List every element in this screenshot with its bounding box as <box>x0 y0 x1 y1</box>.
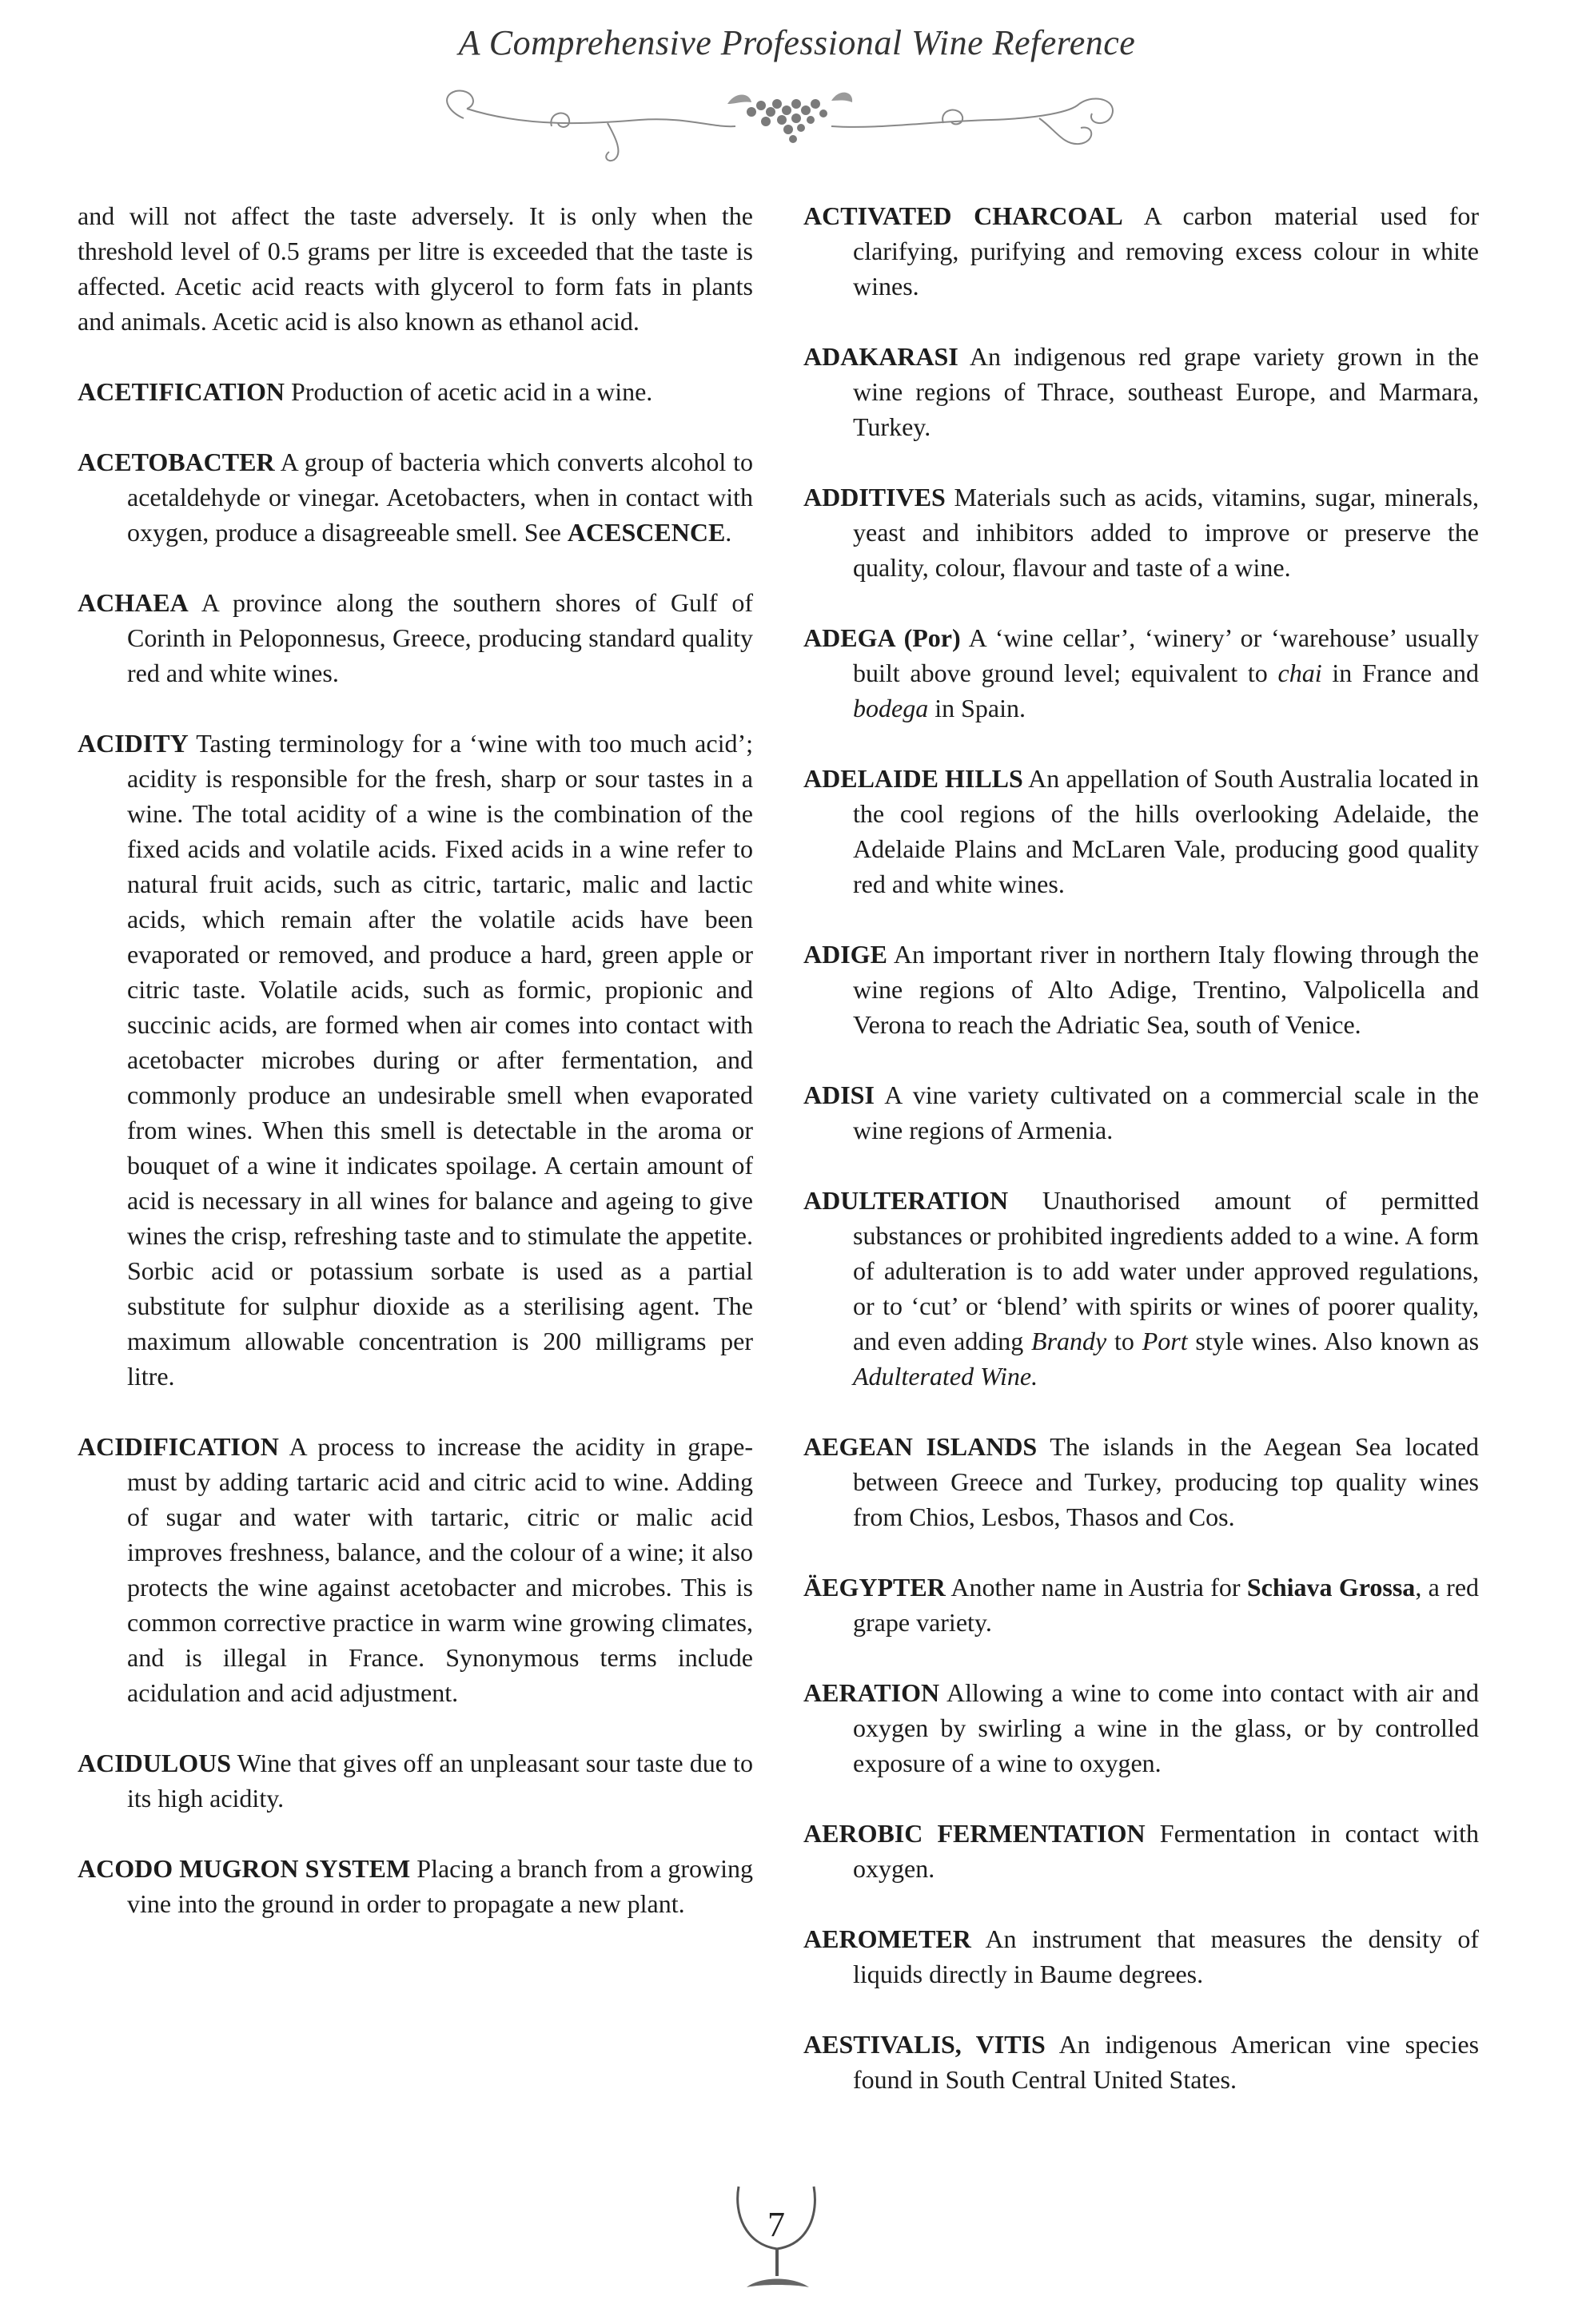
left-column <box>78 198 753 1956</box>
entry-term: ACETOBACTER <box>78 448 275 476</box>
entry-definition: in France and <box>1332 659 1480 687</box>
italic-term: chai <box>1277 659 1322 687</box>
entry-term: AEROMETER <box>803 1924 971 1953</box>
continuation-paragraph: and will not affect the taste adversely. It is only when the threshold level of 0.5 grams per litre is exceeded that the taste is affected. Acetic acid reacts with glycerol to form fats in plants and animals. Acetic acid is also known as ethanol acid. <box>78 201 753 336</box>
entry-definition: A process to increase the acidity in grape-must by adding tartaric acid and citric acid to wine. Adding of sugar and water with tartaric, citric or malic acid improves freshness, balance, and the colour of a wine; it also protects the wine against acetobacter and microbes. This is common corrective practice in warm wine growing climates, and is illegal in France. Synonymous terms include acidulation and acid adjustment. <box>127 1432 754 1707</box>
entry-definition: An indigenous American vine species found in South Central United States. <box>853 2030 1480 2094</box>
entry-adega <box>803 620 1479 726</box>
entry-term: ACHAEA <box>78 588 189 617</box>
entry-definition: Materials such as acids, vitamins, sugar, minerals, yeast and inhibitors added to improve or preserve the quality, colour, flavour and taste of a wine. <box>853 483 1480 582</box>
entry-definition: Allowing a wine to come into contact with air and oxygen by swirling a wine in the glass, or by controlled exposure of a wine to oxygen. <box>853 1678 1480 1777</box>
entry-term: ADIGE <box>803 940 887 969</box>
cross-reference: ACESCENCE <box>567 518 726 547</box>
entry-definition: An appellation of South Australia located in the cool regions of the hills overlooking Adelaide, the Adelaide Plains and McLaren Vale, producing good quality red and white wines. <box>853 764 1480 898</box>
italic-term: Adulterated Wine. <box>853 1362 1038 1391</box>
entry-term: ACODO MUGRON SYSTEM <box>78 1854 411 1883</box>
entry-definition: in Spain. <box>934 694 1026 722</box>
entry-definition: Fermentation in contact with oxygen. <box>853 1819 1480 1883</box>
entry-acidification <box>78 1429 753 1710</box>
entry-acidulous <box>78 1745 753 1816</box>
entry-aegypter <box>803 1570 1479 1640</box>
entry-definition: Production of acetic acid in a wine. <box>291 377 653 406</box>
entry-definition: An instrument that measures the density of liquids directly in Baume degrees. <box>853 1924 1480 1988</box>
entry-definition: Placing a branch from a growing vine into the ground in order to propagate a new plant. <box>127 1854 754 1918</box>
entry-aestivalis-vitis <box>803 2027 1479 2097</box>
entry-definition: to <box>1114 1327 1134 1355</box>
entry-definition: Wine that gives off an unpleasant sour taste due to its high acidity. <box>127 1749 754 1813</box>
italic-term: Port <box>1142 1327 1188 1355</box>
entry-definition: style wines. Also known as <box>1195 1327 1480 1355</box>
entry-aegean-islands <box>803 1429 1479 1534</box>
page-number: 7 <box>767 2205 785 2244</box>
entry-adisi <box>803 1077 1479 1148</box>
entry-definition: An important river in northern Italy flowing through the wine regions of Alto Adige, Trentino, Valpolicella and Verona to reach the Adriatic Sea, south of Venice. <box>853 940 1480 1039</box>
entry-definition: A carbon material used for clarifying, purifying and removing excess colour in white wines. <box>853 201 1480 300</box>
entry-term: AEROBIC FERMENTATION <box>803 1819 1146 1848</box>
entry-acetobacter <box>78 444 753 550</box>
entry-definition-end: . <box>725 518 732 547</box>
entry-term: AESTIVALIS, VITIS <box>803 2030 1046 2059</box>
entry-definition: Unauthorised amount of permitted substances or prohibited ingredients added to a wine. A form of adulteration is to add water under approved regulations, or to ‘cut’ or ‘blend’ with spirits or wines of poorer quality, and even adding <box>853 1186 1480 1355</box>
entry-adulteration <box>803 1183 1479 1394</box>
entry-definition: Tasting terminology for a ‘wine with too much acid’; acidity is responsible for the fresh, sharp or sour tastes in a wine. The total acidity of a wine is the combination of the fixed acids and volatile acids. Fixed acids in a wine refer to natural fruit acids, such as citric, tartaric, malic and lactic acids, which remain after the volatile acids have been evaporated or removed, and produce a hard, green apple or citric taste. Volatile acids, such as formic, propionic and succinic acids, are formed when air comes into contact with acetobacter microbes during or after fermentation, and commonly produce an undesirable smell when evaporated from wines. When this smell is detectable in the aroma or bouquet of a wine it indicates spoilage. A certain amount of acid is necessary in all wines for balance and ageing to give wines the crisp, refreshing taste and to stimulate the appetite. Sorbic acid or potassium sorbate is used as a partial substitute for sulphur dioxide as a sterilising agent. The maximum allowable concentration is 200 milligrams per litre. <box>127 729 754 1391</box>
entry-acidity <box>78 726 753 1394</box>
entry-term: ADAKARASI <box>803 342 958 371</box>
entry-term: ADEGA (Por) <box>803 623 961 652</box>
right-column <box>803 198 1479 2132</box>
italic-term: bodega <box>853 694 929 722</box>
entry-term: ACTIVATED CHARCOAL <box>803 201 1123 230</box>
entry-definition: A province along the southern shores of Gulf of Corinth in Peloponnesus, Greece, producing standard quality red and white wines. <box>127 588 754 687</box>
page-number-badge <box>729 2182 849 2302</box>
entry-activated-charcoal <box>803 198 1479 304</box>
entry-definition: A vine variety cultivated on a commercial scale in the wine regions of Armenia. <box>853 1080 1480 1144</box>
entry-term: ÄEGYPTER <box>803 1573 946 1602</box>
entry-adakarasi <box>803 339 1479 444</box>
italic-term: Brandy <box>1031 1327 1107 1355</box>
cross-reference: Schiava Grossa <box>1246 1573 1416 1602</box>
entry-term: ADULTERATION <box>803 1186 1009 1215</box>
entry-aerobic-fermentation <box>803 1816 1479 1886</box>
entry-definition: An indigenous red grape variety grown in the wine regions of Thrace, southeast Europe, and Marmara, Turkey. <box>853 342 1480 441</box>
entry-definition-end: , a red grape variety. <box>853 1573 1480 1637</box>
entry-acetification <box>78 374 753 409</box>
running-header: A Comprehensive Professional Wine Reference <box>458 23 1136 62</box>
entry-achaea <box>78 585 753 690</box>
entry-term: ADELAIDE HILLS <box>803 764 1023 793</box>
entry-term: ACIDULOUS <box>78 1749 232 1777</box>
entry-definition: A group of bacteria which converts alcohol to acetaldehyde or vinegar. Acetobacters, when in contact with oxygen, produce a disagreeable smell. See <box>127 448 754 547</box>
entry-definition: Another name in Austria for <box>950 1573 1241 1602</box>
entry-adelaide-hills <box>803 761 1479 901</box>
grapevine-ornament <box>432 80 1135 168</box>
entry-term: AEGEAN ISLANDS <box>803 1432 1038 1461</box>
entry-term: ACIDITY <box>78 729 189 758</box>
entry-term: ACIDIFICATION <box>78 1432 279 1461</box>
entry-term: ACETIFICATION <box>78 377 285 406</box>
entry-definition: A ‘wine cellar’, ‘winery’ or ‘warehouse’ usually built above ground level; equivalent to <box>853 623 1480 687</box>
entry-term: ADDITIVES <box>803 483 946 511</box>
entry-term: AERATION <box>803 1678 940 1707</box>
entry-definition: The islands in the Aegean Sea located between Greece and Turkey, producing top quality wines from Chios, Lesbos, Thasos and Cos. <box>853 1432 1480 1531</box>
entry-acodo-mugron-system <box>78 1851 753 1921</box>
entry-term: ADISI <box>803 1080 875 1109</box>
entry-aeration <box>803 1675 1479 1781</box>
entry-adige <box>803 937 1479 1042</box>
entry-additives <box>803 480 1479 585</box>
entry-aerometer <box>803 1921 1479 1992</box>
